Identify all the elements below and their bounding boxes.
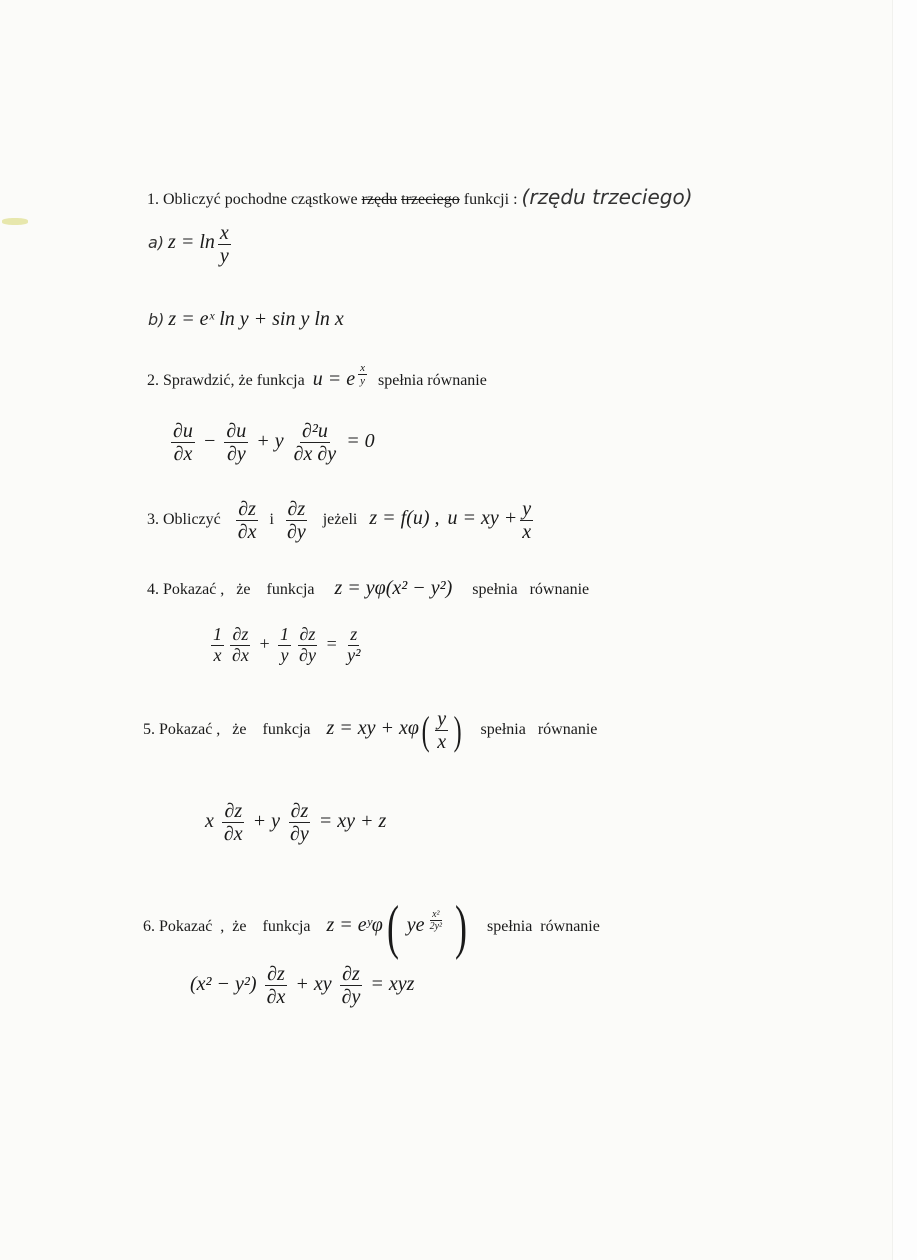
denominator: ∂x [223, 823, 243, 845]
coefficient: x [205, 810, 214, 833]
problem-text: Pokazać , że funkcja [163, 581, 315, 598]
numerator: ∂z [290, 800, 309, 822]
denominator: ∂x [232, 644, 249, 665]
numerator: ∂²u [301, 420, 328, 442]
problem-number: 6. [143, 918, 155, 936]
problem-number: 3. [147, 511, 159, 529]
problem-text: spełnia równanie [472, 581, 590, 598]
numerator: x² [432, 909, 440, 921]
operator: = 0 [346, 430, 375, 453]
operator: = [325, 633, 338, 654]
fraction [222, 800, 245, 845]
formula: z = xy + xφ [326, 717, 419, 740]
right-paren: ) [454, 894, 467, 960]
numerator: ∂z [299, 624, 316, 644]
problem-5-heading [143, 707, 597, 754]
numerator: ∂z [232, 624, 249, 644]
formula: z = eˣ ln y + sin y ln x [168, 308, 344, 330]
denominator: y [360, 375, 365, 388]
numerator: x [360, 362, 365, 374]
problem-number: 5. [143, 721, 155, 739]
denominator: y [280, 644, 289, 665]
problem-text: funkcji : [463, 191, 518, 208]
denominator: ∂y [226, 443, 246, 465]
paper-stain [2, 218, 28, 225]
problem-1a [148, 222, 234, 267]
fraction [288, 800, 311, 845]
operator: − [202, 430, 217, 453]
problem-text: jeżeli [322, 511, 358, 529]
denominator: ∂y [286, 521, 306, 543]
fraction [297, 625, 318, 666]
fraction [292, 420, 339, 465]
denominator: ∂y [299, 644, 316, 665]
denominator: ∂y [290, 823, 309, 845]
exponent-fraction [428, 909, 444, 932]
operator: + y [252, 810, 281, 833]
numerator: x [219, 222, 229, 244]
struck-word: trzeciego [401, 191, 460, 208]
problem-6-heading [143, 893, 600, 962]
problem-number: 1. [147, 191, 159, 208]
formula: u = e [312, 368, 356, 390]
denominator: ∂x [237, 521, 257, 543]
fraction [218, 222, 231, 267]
numerator: ∂u [173, 420, 193, 442]
numerator: y [437, 708, 447, 730]
formula: z = eʸφ [326, 914, 383, 937]
numerator: ∂z [342, 963, 360, 985]
left-paren: ( [386, 894, 399, 960]
denominator: ∂x ∂y [293, 443, 337, 465]
problem-2-heading [147, 362, 487, 391]
exponent-fraction [358, 362, 367, 387]
problem-6-equation [190, 963, 414, 1008]
left-paren: ( [421, 708, 430, 753]
numerator: ∂z [224, 800, 243, 822]
numerator: ∂z [267, 963, 285, 985]
numerator: ∂u [226, 420, 247, 442]
formula: z = f(u) , [369, 507, 440, 530]
fraction [224, 420, 248, 465]
fraction [285, 498, 308, 543]
operator: = xyz [370, 973, 415, 996]
problem-1-heading [147, 185, 693, 209]
problem-3 [147, 498, 536, 543]
fraction [230, 625, 251, 666]
operator: = xy + z [318, 810, 387, 833]
denominator: ∂x [173, 443, 193, 465]
operator: + xy [295, 973, 332, 996]
problem-text: Pokazać , że funkcja [159, 721, 311, 739]
denominator: x [522, 521, 532, 543]
formula: z = yφ(x² − y²) [334, 577, 453, 599]
fraction [345, 625, 362, 666]
formula: (x² − y²) [190, 973, 257, 996]
numerator: z [350, 624, 358, 644]
problem-2-equation [168, 420, 375, 465]
right-paren: ) [453, 708, 462, 753]
formula: ye [406, 914, 425, 937]
problem-4-heading [147, 577, 589, 600]
numerator: 1 [213, 624, 222, 644]
problem-1b [148, 308, 344, 331]
denominator: ∂x [266, 986, 286, 1008]
numerator: ∂z [238, 498, 256, 520]
part-label: b) [148, 310, 165, 329]
denominator: y² [347, 644, 361, 665]
problem-text: i [269, 511, 274, 529]
part-label: a) [148, 233, 165, 253]
problem-text: spełnia równanie [480, 721, 598, 739]
fraction [278, 625, 291, 666]
problem-number: 2. [147, 372, 159, 389]
problem-text: spełnia równanie [377, 372, 487, 389]
fraction [265, 963, 288, 1008]
problem-5-equation [205, 800, 386, 845]
page-edge [892, 0, 917, 1260]
problem-text: Obliczyć [163, 511, 221, 529]
formula: u = xy + [447, 507, 518, 530]
operator: + y [256, 430, 284, 453]
problem-text: Obliczyć pochodne cząstkowe [163, 191, 358, 208]
numerator: ∂z [287, 498, 306, 520]
numerator: 1 [280, 624, 290, 644]
fraction [435, 708, 448, 753]
denominator: x [437, 731, 447, 753]
problem-number: 4. [147, 581, 159, 598]
fraction [211, 625, 224, 666]
fraction [236, 498, 259, 543]
formula: z = ln [168, 231, 215, 254]
problem-text: Sprawdzić, że funkcja [163, 372, 305, 389]
struck-word: rzędu [361, 191, 398, 208]
denominator: x [213, 644, 222, 665]
problem-4-equation [208, 625, 365, 666]
problem-text: spełnia równanie [486, 918, 600, 936]
denominator: y [219, 245, 229, 267]
denominator: ∂y [341, 986, 361, 1008]
numerator: y [522, 498, 532, 520]
problem-text: Pokazać , że funkcja [159, 918, 311, 936]
operator: + [258, 633, 271, 654]
denominator: 2y² [429, 921, 442, 933]
handwritten-note: (rzędu trzeciego) [521, 185, 693, 209]
fraction [520, 498, 533, 543]
fraction [171, 420, 195, 465]
fraction [340, 963, 363, 1008]
